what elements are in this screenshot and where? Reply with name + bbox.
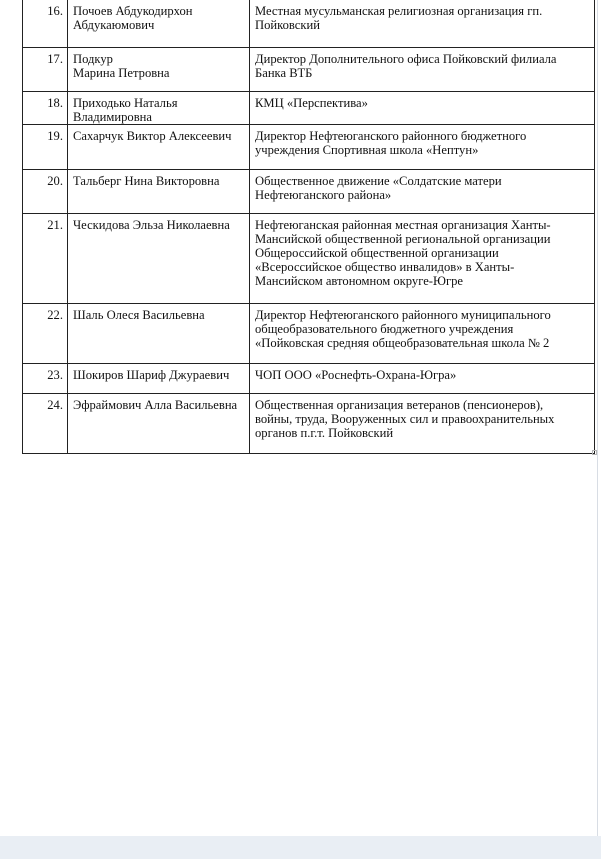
member-organization [250,47,595,91]
row-number: 22. [23,303,68,363]
page-edge [597,0,598,836]
row-number: 24. [23,393,68,453]
table-end-marker [592,450,597,455]
organization-line: Директор Дополнительного офиса Пойковский филиала [255,51,557,66]
organization-line: Общественная организация ветеранов (пенсионеров), [255,397,544,412]
member-name [68,213,250,303]
member-name-line: Марина Петровна [73,65,170,80]
row-number: 21. [23,213,68,303]
organization-line: Мансийском автономном округе-Югре [255,273,463,288]
member-organization [250,91,595,124]
organization-line: «Всероссийское общество инвалидов» в Ханты- [255,259,515,274]
member-name [68,91,250,124]
member-name [68,363,250,393]
organization-line: Общественное движение «Солдатские матери [255,173,502,188]
members-table [22,0,595,454]
row-number: 18. [23,91,68,124]
organization-line: органов п.г.т. Пойковский [255,425,394,440]
member-organization [250,393,595,453]
member-organization [250,303,595,363]
member-organization [250,363,595,393]
member-name-line: Абдукаюмович [73,18,155,32]
table-row [23,0,595,47]
member-name-line: Приходько Наталья [73,95,178,110]
members-table-body [23,0,595,453]
member-name-line: Эфраймович Алла Васильевна [73,397,238,412]
row-number: 23. [23,363,68,393]
member-name [68,124,250,169]
organization-line: Местная мусульманская религиозная организация гп. [255,4,543,18]
member-name-line: Тальберг Нина Викторовна [73,173,220,188]
member-organization [250,169,595,213]
table-row [23,213,595,303]
member-name-line: Сахарчук Виктор Алексеевич [73,128,232,143]
organization-line: Пойковский [255,18,320,32]
member-name [68,393,250,453]
member-name-line: Шаль Олеся Васильевна [73,307,205,322]
organization-line: учреждения Спортивная школа «Нептун» [255,142,479,157]
member-organization [250,213,595,303]
organization-line: общеобразовательного бюджетного учреждения [255,321,514,336]
row-number: 17. [23,47,68,91]
organization-line: Нефтеюганского района» [255,187,392,202]
member-name-line: Шокиров Шариф Джураевич [73,367,230,382]
member-name-line: Подкур [73,51,113,66]
organization-line: Директор Нефтеюганского районного муниципального [255,307,551,322]
organization-line: Банка ВТБ [255,65,313,80]
organization-line: ЧОП ООО «Роснефть-Охрана-Югра» [255,367,457,382]
member-name [68,0,250,47]
organization-line: Директор Нефтеюганского районного бюджетного [255,128,527,143]
table-row [23,91,595,124]
member-name-line: Почоев Абдукодирхон [73,4,193,18]
table-row [23,393,595,453]
viewer-backdrop [0,836,601,859]
organization-line: Мансийской общественной региональной организации [255,231,551,246]
member-organization [250,0,595,47]
organization-line: КМЦ «Перспектива» [255,95,368,110]
table-row [23,169,595,213]
row-number: 16. [23,0,68,47]
member-name-line: Ческидова Эльза Николаевна [73,217,230,232]
row-number: 19. [23,124,68,169]
member-name [68,303,250,363]
table-row [23,363,595,393]
row-number: 20. [23,169,68,213]
member-name [68,47,250,91]
member-name-line: Владимировна [73,109,152,124]
organization-line: Общероссийской общественной организации [255,245,499,260]
organization-line: «Пойковская средняя общеобразовательная школа № 2 [255,335,550,350]
organization-line: войны, труда, Вооруженных сил и правоохранительных [255,411,555,426]
table-row [23,303,595,363]
member-name [68,169,250,213]
table-row [23,124,595,169]
member-organization [250,124,595,169]
table-row [23,47,595,91]
organization-line: Нефтеюганская районная местная организация Ханты- [255,217,551,232]
